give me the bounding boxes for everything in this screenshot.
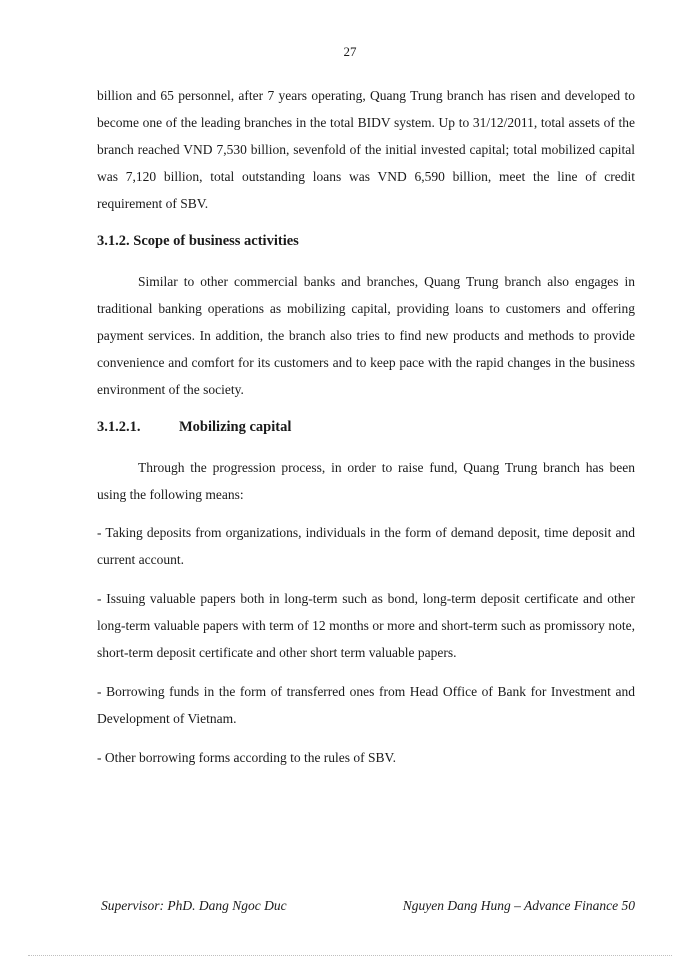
subsection-heading	[97, 414, 635, 441]
subsection-title: Mobilizing capital	[179, 419, 292, 435]
page-number: 27	[343, 44, 357, 59]
bullet-item: - Taking deposits from organizations, individuals in the form of demand deposit, time deposit and current account.	[97, 525, 635, 567]
bullet-item: - Other borrowing forms according to the rules of SBV.	[97, 750, 396, 765]
subsection-number: 3.1.2.1.	[97, 419, 141, 435]
document-body	[97, 82, 635, 783]
bullet-item: - Issuing valuable papers both in long-term such as bond, long-term deposit certificate and other long-term valuable papers with term of 12 months or more and short-term such as promissory note, short-term deposit certificate and other short term valuable papers.	[97, 591, 635, 660]
section-heading: 3.1.2. Scope of business activities	[97, 233, 299, 249]
page-bottom-divider	[28, 955, 672, 956]
footer-author: Nguyen Dang Hung – Advance Finance 50	[402, 898, 635, 913]
bullet-item: - Borrowing funds in the form of transferred ones from Head Office of Bank for Investment and Development of Vietnam.	[97, 684, 635, 726]
footer-supervisor: Supervisor: PhD. Dang Ngoc Duc	[101, 898, 287, 913]
section-paragraph: Similar to other commercial banks and branches, Quang Trung branch also engages in traditional banking operations as mobilizing capital, providing loans to customers and offering payment services. In addition, the branch also tries to find new products and methods to provide convenience and comfort for its customers and to keep pace with the rapid changes in the business environment of the society.	[97, 274, 635, 397]
subsection-paragraph: Through the progression process, in order to raise fund, Quang Trung branch has been using the following means:	[97, 460, 635, 502]
intro-paragraph: billion and 65 personnel, after 7 years operating, Quang Trung branch has risen and developed to become one of the leading branches in the total BIDV system. Up to 31/12/2011, total assets of the branch reached VND 7,530 billion, sevenfold of the initial invested capital; total mobilized capital was 7,120 billion, total outstanding loans was VND 6,590 billion, meet the line of credit requirement of SBV.	[97, 88, 635, 211]
